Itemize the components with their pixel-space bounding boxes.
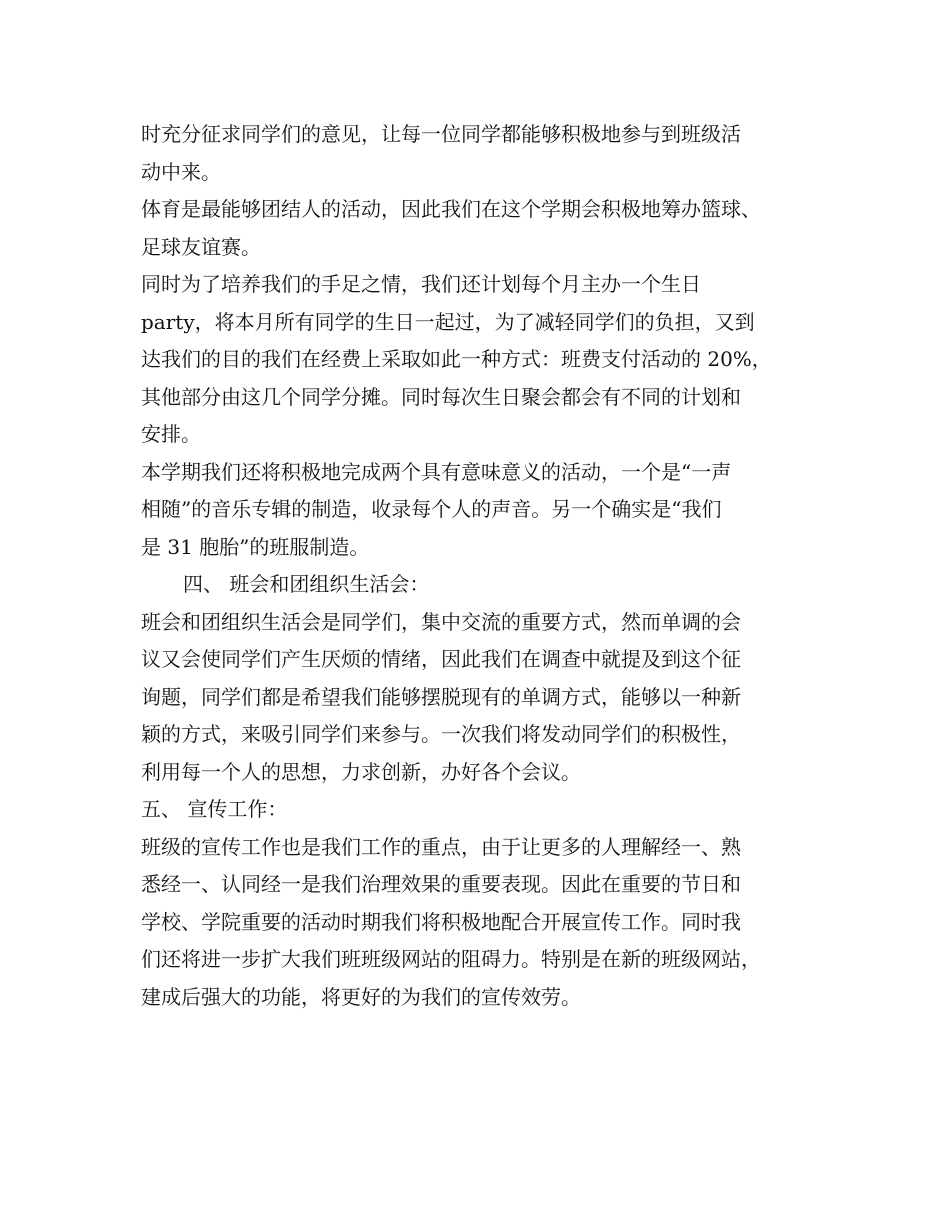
text-line: 利用每一个人的思想，力求创新，办好各个会议。: [141, 759, 581, 784]
text-line: 班级的宣传工作也是我们工作的重点，由于让更多的人理解经一、熟: [141, 834, 741, 859]
document-body: [141, 116, 831, 1016]
text-line: 其他部分由这几个同学分摊。同时每次生日聚会都会有不同的计划和: [141, 384, 741, 409]
text-line: 询题，同学们都是希望我们能够摆脱现有的单调方式，能够以一种新: [141, 684, 741, 709]
text-line: 达我们的目的我们在经费上采取如此一种方式：班费支付活动的 20%，: [141, 347, 772, 371]
text-line: 悉经一、认同经一是我们治理效果的重要表现。因此在重要的节日和: [141, 872, 741, 896]
text-line: 们还将进一步扩大我们班班级网站的阻碍力。特别是在新的班级网站，: [141, 947, 761, 971]
text-line: 同时为了培养我们的手足之情，我们还计划每个月主办一个生日: [141, 272, 701, 296]
text-line: 相随”的音乐专辑的制造，收录每个人的声音。另一个确实是“我们: [141, 497, 722, 521]
text-line: 本学期我们还将积极地完成两个具有意味意义的活动，一个是“一声: [141, 459, 732, 484]
text-line: 学校、学院重要的活动时期我们将积极地配合开展宣传工作。同时我: [141, 909, 741, 934]
text-line: 班会和团组织生活会是同学们，集中交流的重要方式，然而单调的会: [141, 609, 741, 634]
section-heading-5: 五、 宣传工作：: [141, 797, 288, 821]
text-line: 安排。: [141, 422, 201, 446]
text-line: 动中来。: [141, 159, 221, 184]
text-line: 议又会使同学们产生厌烦的情绪，因此我们在调查中就提及到这个征: [141, 647, 741, 671]
text-line: 时充分征求同学们的意见，让每一位同学都能够积极地参与到班级活: [141, 122, 741, 146]
text-line: 建成后强大的功能，将更好的为我们的宣传效劳。: [141, 984, 581, 1009]
text-line: 是 31 胞胎”的班服制造。: [141, 534, 370, 559]
section-heading-4: 四、 班会和团组织生活会：: [183, 572, 430, 596]
text-line: party，将本月所有同学的生日一起过，为了减轻同学们的负担，又到: [141, 309, 755, 334]
text-line: 足球友谊赛。: [141, 234, 261, 259]
text-line: 体育是最能够团结人的活动，因此我们在这个学期会积极地筹办篮球、: [141, 197, 761, 221]
text-line: 颖的方式，来吸引同学们来参与。一次我们将发动同学们的积极性，: [141, 722, 741, 746]
